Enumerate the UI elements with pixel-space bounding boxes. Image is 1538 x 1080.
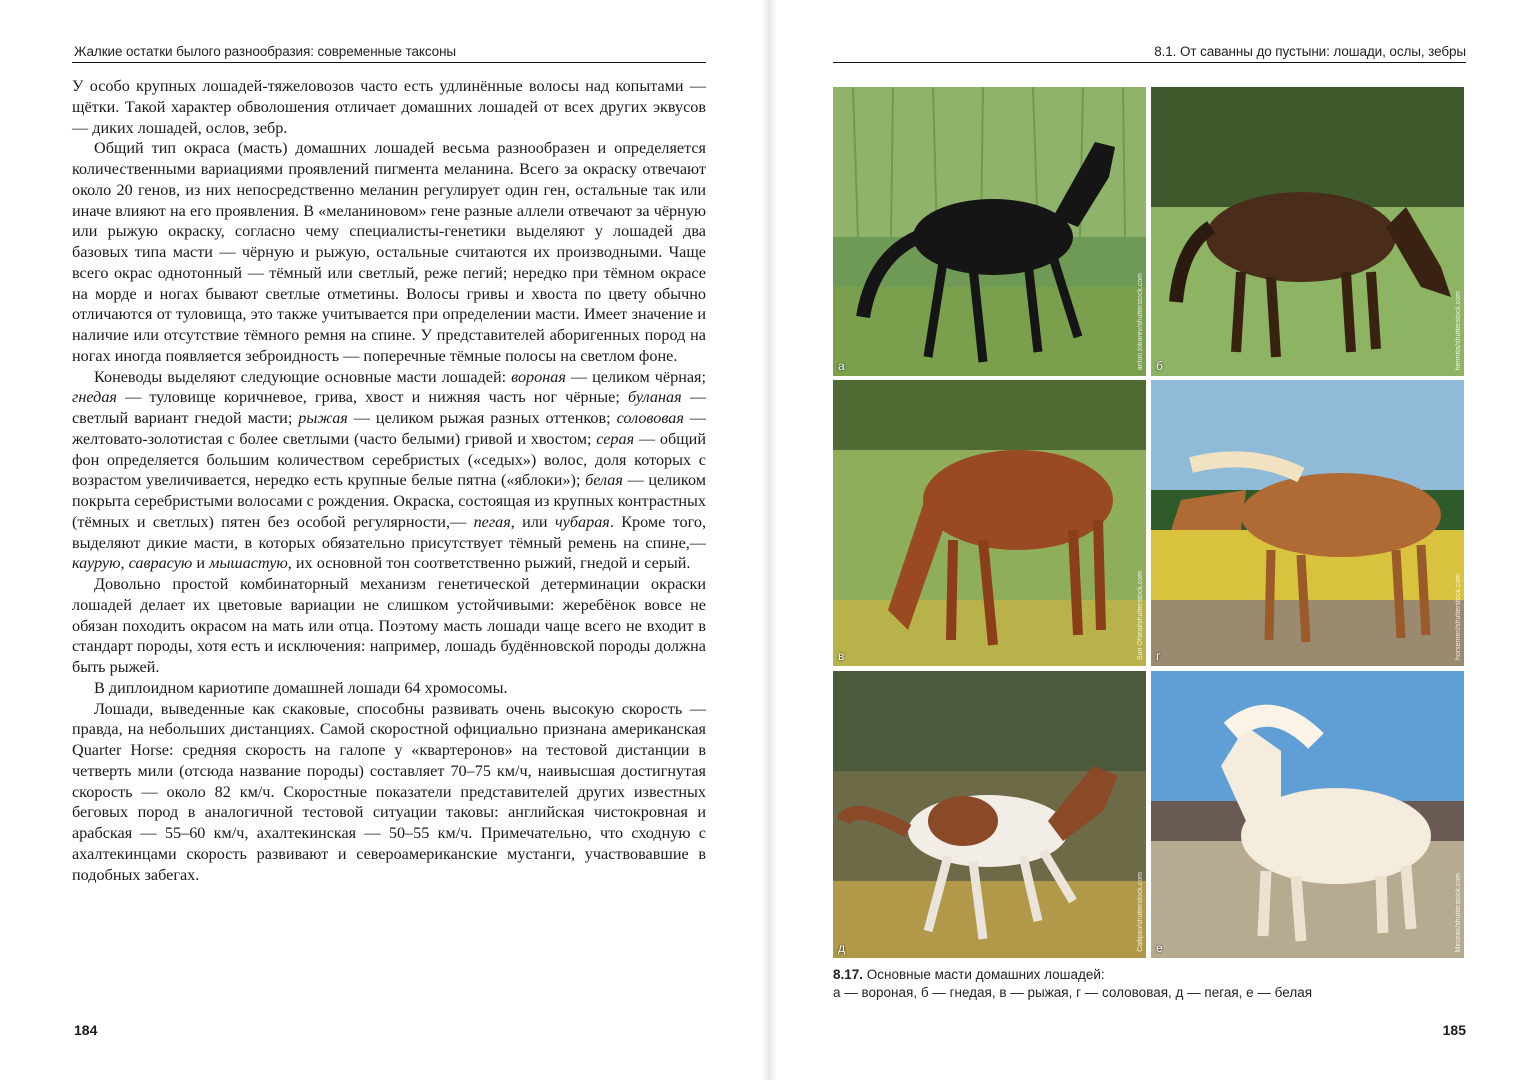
photo-letter-b: б	[1156, 359, 1163, 373]
paragraph-5: В диплоидном кариотипе домашней лошади 64 хромосомы.	[94, 678, 508, 697]
figure-caption	[833, 966, 1473, 1002]
photo-a-black-horse	[833, 87, 1146, 376]
photo-letter-e: д	[838, 941, 846, 955]
pinto-horse-photo	[833, 671, 1146, 958]
paragraph-6: Лошади, выведенные как скаковые, способны развивать очень высокую скорость — правда, на небольших дистанциях. Самой скоростной официально признана американская Quarter Horse: средняя скорость на галопе у «квартеронов» на тестовой дистанции в четверть мили (отсюда название породы) составляет 70–75 км/ч, наивысшая достигнутая скорость — около 82 км/ч. Скоростные показатели представителей других известных беговых пород в аналогичной тестовой ситуации таковы: английская чистокровная и арабская — 55–60 км/ч, ахалтекинская — 50–55 км/ч. Примечательно, что сходную с ахалтекинцами скорость развивают и североамериканские мустанги, участвовавшие в подобных забегах.	[72, 699, 706, 884]
paragraph-4: Довольно простой комбинаторный механизм генетической детерминации окраски лошадей делает их цветовые вариации не слишком устойчивыми: жеребёнок вовсе не обязан походить окрасом на мать или отца. Поэтому масть лошади чаще всего не входит в стандарт породы, хотя есть и исключения: например, лошадь будённовской породы должна быть рыжей.	[72, 575, 706, 676]
header-rule-right	[833, 62, 1466, 63]
photo-f-white-horse	[1151, 671, 1464, 958]
page-number-left: 184	[74, 1022, 98, 1038]
photo-c-chestnut-horse	[833, 380, 1146, 666]
paragraph-3: Коневоды выделяют следующие основные масти лошадей: вороная — целиком чёрная; гнедая — туловище коричневое, грива, хвост и нижняя часть ног чёрные; буланая — светлый вариант гнедой масти; рыжая — целиком рыжая разных оттенков; солововая — желтовато-золотистая с более светлыми (часто белыми) гривой и хвостом; серая — общий фон определяется большим количеством серебристых («седых») волос, доля которых с возрастом увеличивается, нередко есть крупные белые пятна («яблоки»); белая — целиком покрыта серебристыми волосами с рождения. Окраска, состоящая из крупных контрастных (тёмных и светлых) пятен без особой регулярности,— пегая, или чубарая. Кроме того, выделяют дикие масти, в которых обязательно присутствует тёмный ремень на спине,— каурую, саврасую и мышастую, их основной тон соответственно рыжий, гнедой и серый.	[72, 367, 707, 573]
photo-credit-b: hermitis/shutterstock.com	[1455, 290, 1462, 370]
photo-credit-d: horsemen/shutterstock.com	[1455, 574, 1462, 660]
photo-letter-d: г	[1156, 649, 1161, 663]
body-text	[72, 76, 706, 885]
photo-e-pinto-horse	[833, 671, 1146, 958]
figure-number: 8.17.	[833, 967, 864, 982]
paragraph-1: У особо крупных лошадей-тяжеловозов часто есть удлинённые волосы над копытами — щётки. Такой характер обволошения отличает домашних лошадей от всех других эквусов — диких лошадей, ослов, зебр.	[72, 77, 706, 137]
page-number-right: 185	[1442, 1022, 1466, 1038]
photo-credit-f: Mirceax/shutterstock.com	[1455, 872, 1462, 952]
running-head-left: Жалкие остатки былого разнообразия: современные таксоны	[74, 44, 457, 59]
photo-letter-a: а	[838, 359, 845, 373]
bay-horse-photo	[1151, 87, 1464, 376]
palomino-horse-photo	[1151, 380, 1464, 666]
chestnut-horse-photo	[833, 380, 1146, 666]
figure-legend: а — вороная, б — гнедая, в — рыжая, г — солововая, д — пегая, е — белая	[833, 985, 1313, 1000]
paragraph-2: Общий тип окраса (масть) домашних лошадей весьма разнообразен и определяется количественными вариациями проявлений пигмента меланина. Всего за окраску отвечают около 20 генов, из них непосредственно меланин регулирует один ген, остальные так или иначе влияют на его проявления. В «меланиновом» гене разные аллели отвечают за чёрную или рыжую окраску, согласно чему специалисты-генетики выделяют у лошадей два базовых типа масти — чёрную и рыжую, остальные считаются их производными. Чаще всего окрас однотонный — тёмный или светлый, реже пегий; нередко при тёмном окрасе на морде и ногах бывают светлые отметины. Волосы гривы и хвоста по цвету обычно отличаются от туловища, это также учитывается при определении масти. Имеет значение и наличие или отсутствие тёмного ремня на спине. У представителей аборигенных пород на ногах иногда появляется зеброидность — поперечные тёмные полосы на светлом фоне.	[72, 139, 706, 365]
photo-credit-c: Sari ONeal/shutterstock.com	[1137, 570, 1144, 660]
figure-title: Основные масти домашних лошадей:	[866, 967, 1105, 982]
header-rule-left	[72, 62, 706, 63]
photo-letter-c: в	[838, 649, 845, 663]
right-page	[769, 0, 1538, 1080]
photo-letter-f: е	[1156, 941, 1163, 955]
photo-credit-e: Callipso/shutterstock.com	[1137, 872, 1144, 952]
running-head-right: 8.1. От саванны до пустыни: лошади, ослы, зебры	[1154, 44, 1466, 59]
photo-credit-a: anton.tokarev/shutterstock.com	[1137, 272, 1144, 370]
photo-b-bay-horse	[1151, 87, 1464, 376]
white-horse-photo	[1151, 671, 1464, 958]
photo-d-palomino-horse	[1151, 380, 1464, 666]
black-horse-photo	[833, 87, 1146, 376]
